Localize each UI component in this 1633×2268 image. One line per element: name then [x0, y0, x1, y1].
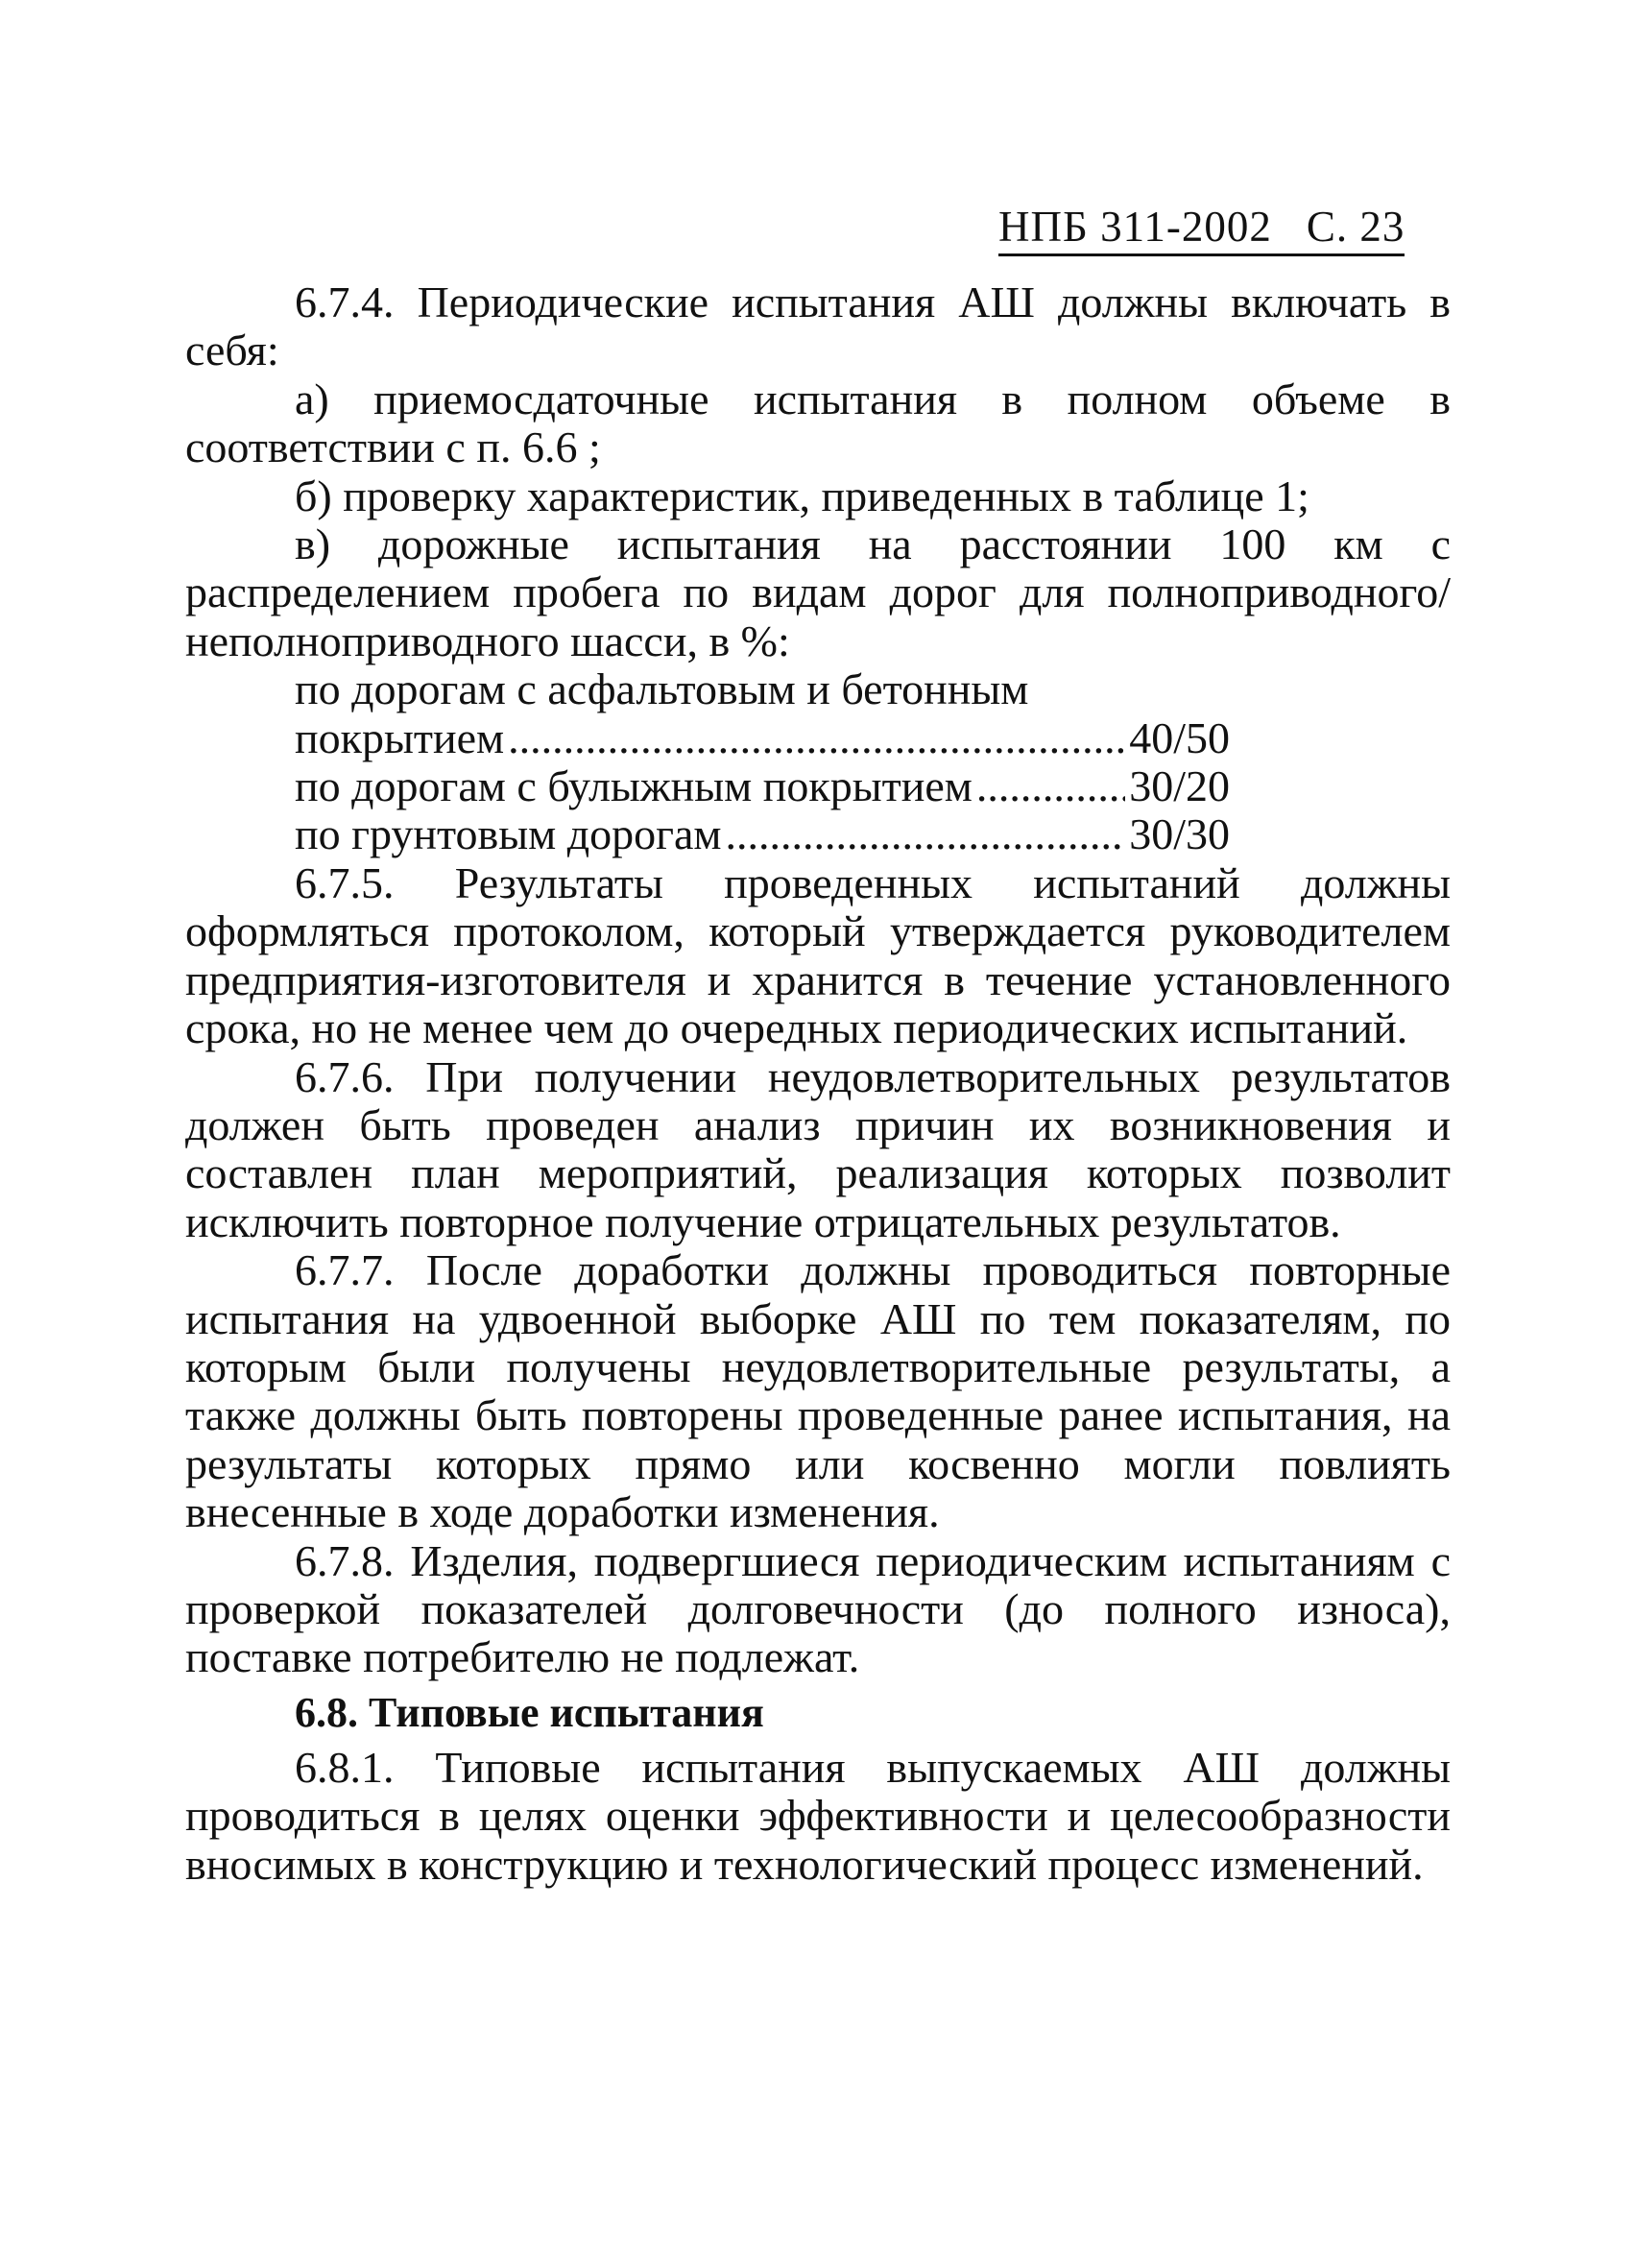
road-row-value: 30/30	[1129, 809, 1230, 859]
road-row-label: покрытием	[295, 712, 505, 762]
document-body	[185, 278, 1451, 1889]
dot-leader	[976, 762, 1125, 810]
running-header	[998, 202, 1405, 256]
paragraph-6-7-8: 6.7.8. Изделия, подвергшиеся периодическим испытаниям с проверкой показателей долговечности (до полного износа), поставке потребителю не подлежат.	[185, 1535, 1451, 1682]
road-row	[295, 714, 1230, 762]
section-heading-6-8: 6.8. Типовые испытания	[295, 1688, 764, 1736]
list-item-a: а) приемосдаточные испытания в полном объеме в соответствии с п. 6.6 ;	[185, 374, 1451, 472]
paragraph-6-7-7: 6.7.7. После доработки должны проводиться повторные испытания на удвоенной выборке АШ по тем показателям, по которым были получены неудовлетворительные результаты, а также должны быть повторены проведенные ранее испытания, на результаты которых прямо или косвенно могли повлиять внесенные в ходе доработки изменения.	[185, 1245, 1451, 1537]
road-row-label: по грунтовым дорогам	[295, 809, 722, 859]
road-row	[295, 762, 1230, 810]
list-item-v: в) дорожные испытания на расстоянии 100 км с распределением пробега по видам дорог для полноприводного/неполноприводного шасси, в %:	[185, 519, 1451, 665]
dot-leader	[726, 810, 1126, 858]
paragraph-6-8-1: 6.8.1. Типовые испытания выпускаемых АШ должны проводиться в целях оценки эффективности и целесообразности вносимых в конструкцию и технологический процесс изменений.	[185, 1742, 1451, 1889]
road-row	[295, 810, 1230, 858]
page-number: С. 23	[1306, 203, 1405, 251]
road-distribution-table	[185, 665, 1451, 859]
list-item-b: б) проверку характеристик, приведенных в таблице 1;	[295, 470, 1309, 520]
road-row-value: 30/20	[1129, 761, 1230, 811]
paragraph-6-7-5: 6.7.5. Результаты проведенных испытаний должны оформляться протоколом, который утверждается руководителем предприятия-изготовителя и хранится в течение установленного срока, но не менее чем до очередных периодических испытаний.	[185, 857, 1451, 1053]
road-row-1-label-start: по дорогам с асфальтовым и бетонным	[295, 664, 1029, 714]
paragraph-6-7-6: 6.7.6. При получении неудовлетворительных результатов должен быть проведен анализ причин их возникновения и составлен план мероприятий, реализация которых позволит исключить повторное получение отрицательных результатов.	[185, 1051, 1451, 1246]
road-row-label: по дорогам с булыжным покрытием	[295, 761, 973, 811]
paragraph-6-7-4: 6.7.4. Периодические испытания АШ должны включать в себя:	[185, 277, 1451, 375]
dot-leader	[508, 714, 1125, 762]
road-row-value: 40/50	[1129, 712, 1230, 762]
document-id: НПБ 311-2002	[998, 203, 1272, 251]
